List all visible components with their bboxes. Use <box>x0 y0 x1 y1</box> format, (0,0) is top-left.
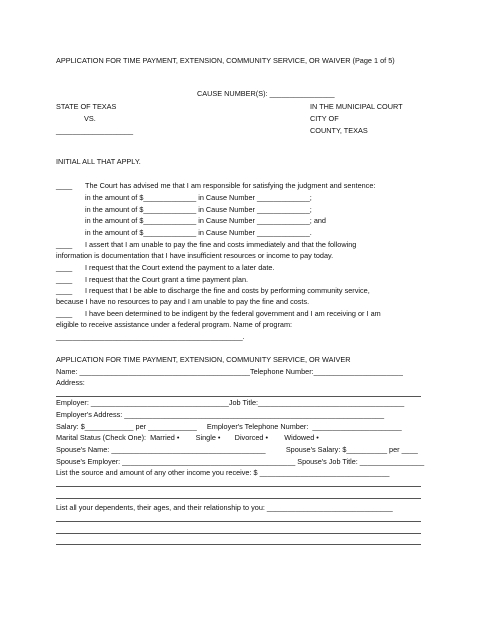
address-label[interactable]: Address: <box>56 378 85 387</box>
amount-line-1[interactable]: in the amount of $_____________ in Cause Number _____________; <box>85 193 312 202</box>
initial-blank-4[interactable]: ____ <box>56 275 73 284</box>
item-6-text-a: I have been determined to be indigent by the federal government and I am receiving or I am <box>85 309 381 318</box>
salary-field[interactable]: Salary: $____________ per ____________ Employer's Telephone Number: ______________________ <box>56 422 402 431</box>
spouse-employer-field[interactable]: Spouse's Employer: ___________________________________________ Spouse's Job Title: ________________ <box>56 457 425 466</box>
defendant-name-field[interactable]: ___________________ <box>56 126 134 135</box>
other-income-line-3[interactable] <box>56 498 421 499</box>
item-6-text-b: eligible to receive assistance under a federal program. Name of program: <box>56 320 293 329</box>
versus-label: VS. <box>84 114 96 123</box>
cause-number-field[interactable]: CAUSE NUMBER(S): ________________ <box>197 89 335 98</box>
employer-jobtitle-field[interactable]: Employer: __________________________________Job Title:____________________________________ <box>56 398 405 407</box>
dependents-field[interactable]: List all your dependents, their ages, and their relationship to you: _______________________________ <box>56 503 393 512</box>
form-title: APPLICATION FOR TIME PAYMENT, EXTENSION, COMMUNITY SERVICE, OR WAIVER (Page 1 of 5) <box>56 56 395 65</box>
other-income-line-2[interactable] <box>56 486 421 487</box>
initial-blank-1[interactable]: ____ <box>56 181 73 190</box>
item-2-text-b: information is documentation that I have insufficient resources or income to pay today. <box>56 251 334 260</box>
initial-blank-6[interactable]: ____ <box>56 309 73 318</box>
initial-blank-2[interactable]: ____ <box>56 240 73 249</box>
section-2-heading: APPLICATION FOR TIME PAYMENT, EXTENSION, COMMUNITY SERVICE, OR WAIVER <box>56 355 351 364</box>
city-label: CITY OF <box>310 114 339 123</box>
initial-blank-5[interactable]: ____ <box>56 286 73 295</box>
item-1-text: The Court has advised me that I am responsible for satisfying the judgment and sentence: <box>85 181 376 190</box>
item-5-text-a: I request that I be able to discharge the fine and costs by performing community service, <box>85 286 370 295</box>
initial-blank-3[interactable]: ____ <box>56 263 73 272</box>
state-of-texas: STATE OF TEXAS <box>56 102 117 111</box>
dependents-line-3[interactable] <box>56 533 421 534</box>
item-3-text: I request that the Court extend the payment to a later date. <box>85 263 275 272</box>
court-name: IN THE MUNICIPAL COURT <box>310 102 403 111</box>
dependents-line-2[interactable] <box>56 521 421 522</box>
address-line[interactable] <box>56 396 421 397</box>
employer-address-field[interactable]: Employer's Address: ________________________________________________________________ <box>56 410 385 419</box>
other-income-field[interactable]: List the source and amount of any other income you receive: $ ________________________________ <box>56 468 390 477</box>
amount-line-3[interactable]: in the amount of $_____________ in Cause Number _____________; and <box>85 216 326 225</box>
initial-instructions: INITIAL ALL THAT APPLY. <box>56 157 141 166</box>
program-name-field[interactable]: ______________________________________________. <box>56 332 245 341</box>
amount-line-4[interactable]: in the amount of $_____________ in Cause Number _____________. <box>85 228 312 237</box>
item-5-text-b: because I have no resources to pay and I am unable to pay the fine and costs. <box>56 297 310 306</box>
item-2-text-a: I assert that I am unable to pay the fine and costs immediately and that the following <box>85 240 357 249</box>
dependents-line-4[interactable] <box>56 544 421 545</box>
item-4-text: I request that the Court grant a time payment plan. <box>85 275 249 284</box>
marital-status-field[interactable]: Marital Status (Check One): Married • Single • Divorced • Widowed • <box>56 433 319 442</box>
county-label: COUNTY, TEXAS <box>310 126 368 135</box>
amount-line-2[interactable]: in the amount of $_____________ in Cause Number _____________; <box>85 205 312 214</box>
spouse-name-salary-field[interactable]: Spouse's Name: ______________________________________ Spouse's Salary: $__________ per ____ <box>56 445 418 454</box>
name-telephone-field[interactable]: Name: __________________________________________Telephone Number:______________________ <box>56 367 403 376</box>
